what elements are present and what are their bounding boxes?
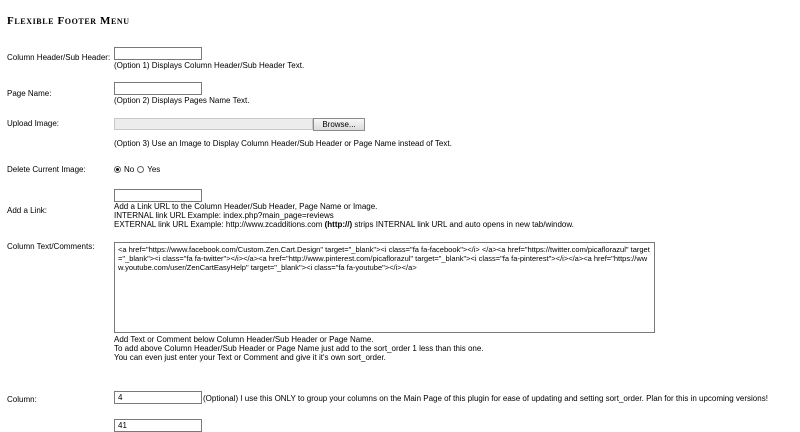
column-text-textarea[interactable]: <a href="https://www.facebook.com/Custom.Zen.Cart.Design" target="_blank"><i class="fa fa-facebook"></i> </a><a href="https://twitter.com/picaflorazul" target="_blank"><i class="fa fa-twitter"></i></a><a href="http://www.pinterest.com/picaflorazul" target="_blank"><i class="fa fa-pinterest"></i></a><a href="https://www.youtube.com/user/ZenCartEasyHelp" target="_blank"><i class="fa fa-youtube"></i></a> xyxy=(114,242,655,333)
column-label: Column: xyxy=(7,395,37,404)
upload-image-label: Upload Image: xyxy=(7,119,60,128)
column-help: (Optional) I use this ONLY to group your columns on the Main Page of this plugin for ease of updating and setting sort_order. Plan for this in upcoming versions! xyxy=(203,394,768,403)
add-link-help-3 xyxy=(114,220,574,230)
delete-image-no-label: No xyxy=(124,165,135,174)
delete-image-label: Delete Current Image: xyxy=(7,165,86,174)
page-name-input[interactable] xyxy=(114,82,202,95)
page-name-label: Page Name: xyxy=(7,89,52,98)
sort-order-input[interactable] xyxy=(114,419,202,432)
column-header-input[interactable] xyxy=(114,47,202,60)
browse-button[interactable]: Browse... xyxy=(313,118,365,131)
page-name-help: (Option 2) Displays Pages Name Text. xyxy=(114,96,250,105)
column-text-label: Column Text/Comments: xyxy=(7,242,95,251)
column-header-label: Column Header/Sub Header: xyxy=(7,53,111,62)
add-link-help-1: Add a Link URL to the Column Header/Sub Header, Page Name or Image. xyxy=(114,202,378,211)
page-title: Flexible Footer Menu xyxy=(7,15,130,27)
delete-image-no-radio[interactable] xyxy=(114,166,121,173)
delete-image-yes-label: Yes xyxy=(147,165,161,174)
add-link-label: Add a Link: xyxy=(7,206,48,215)
add-link-input[interactable] xyxy=(114,189,202,202)
delete-image-yes-radio[interactable] xyxy=(137,166,144,173)
column-text-help-1: Add Text or Comment below Column Header/Sub Header or Page Name. xyxy=(114,335,374,344)
column-input[interactable] xyxy=(114,391,202,404)
column-text-help-3: You can even just enter your Text or Comment and give it it's own sort_order. xyxy=(114,353,386,362)
upload-image-help: (Option 3) Use an Image to Display Column Header/Sub Header or Page Name instead of Text. xyxy=(114,139,452,148)
delete-image-radio-group xyxy=(114,165,160,174)
add-link-help-3-bold: (http://) xyxy=(324,220,353,229)
column-text-help-2: To add above Column Header/Sub Header or Page Name just add to the sort_order 1 less than this one. xyxy=(114,344,484,353)
add-link-help-3-pre: EXTERNAL link URL Example: http://www.zcadditions.com xyxy=(114,220,323,229)
add-link-help-3-post: strips INTERNAL link URL and auto opens in new tab/window. xyxy=(354,220,574,229)
upload-image-path[interactable] xyxy=(114,118,313,130)
column-header-help: (Option 1) Displays Column Header/Sub Header Text. xyxy=(114,61,305,70)
add-link-help-2: INTERNAL link URL Example: index.php?main_page=reviews xyxy=(114,211,334,220)
